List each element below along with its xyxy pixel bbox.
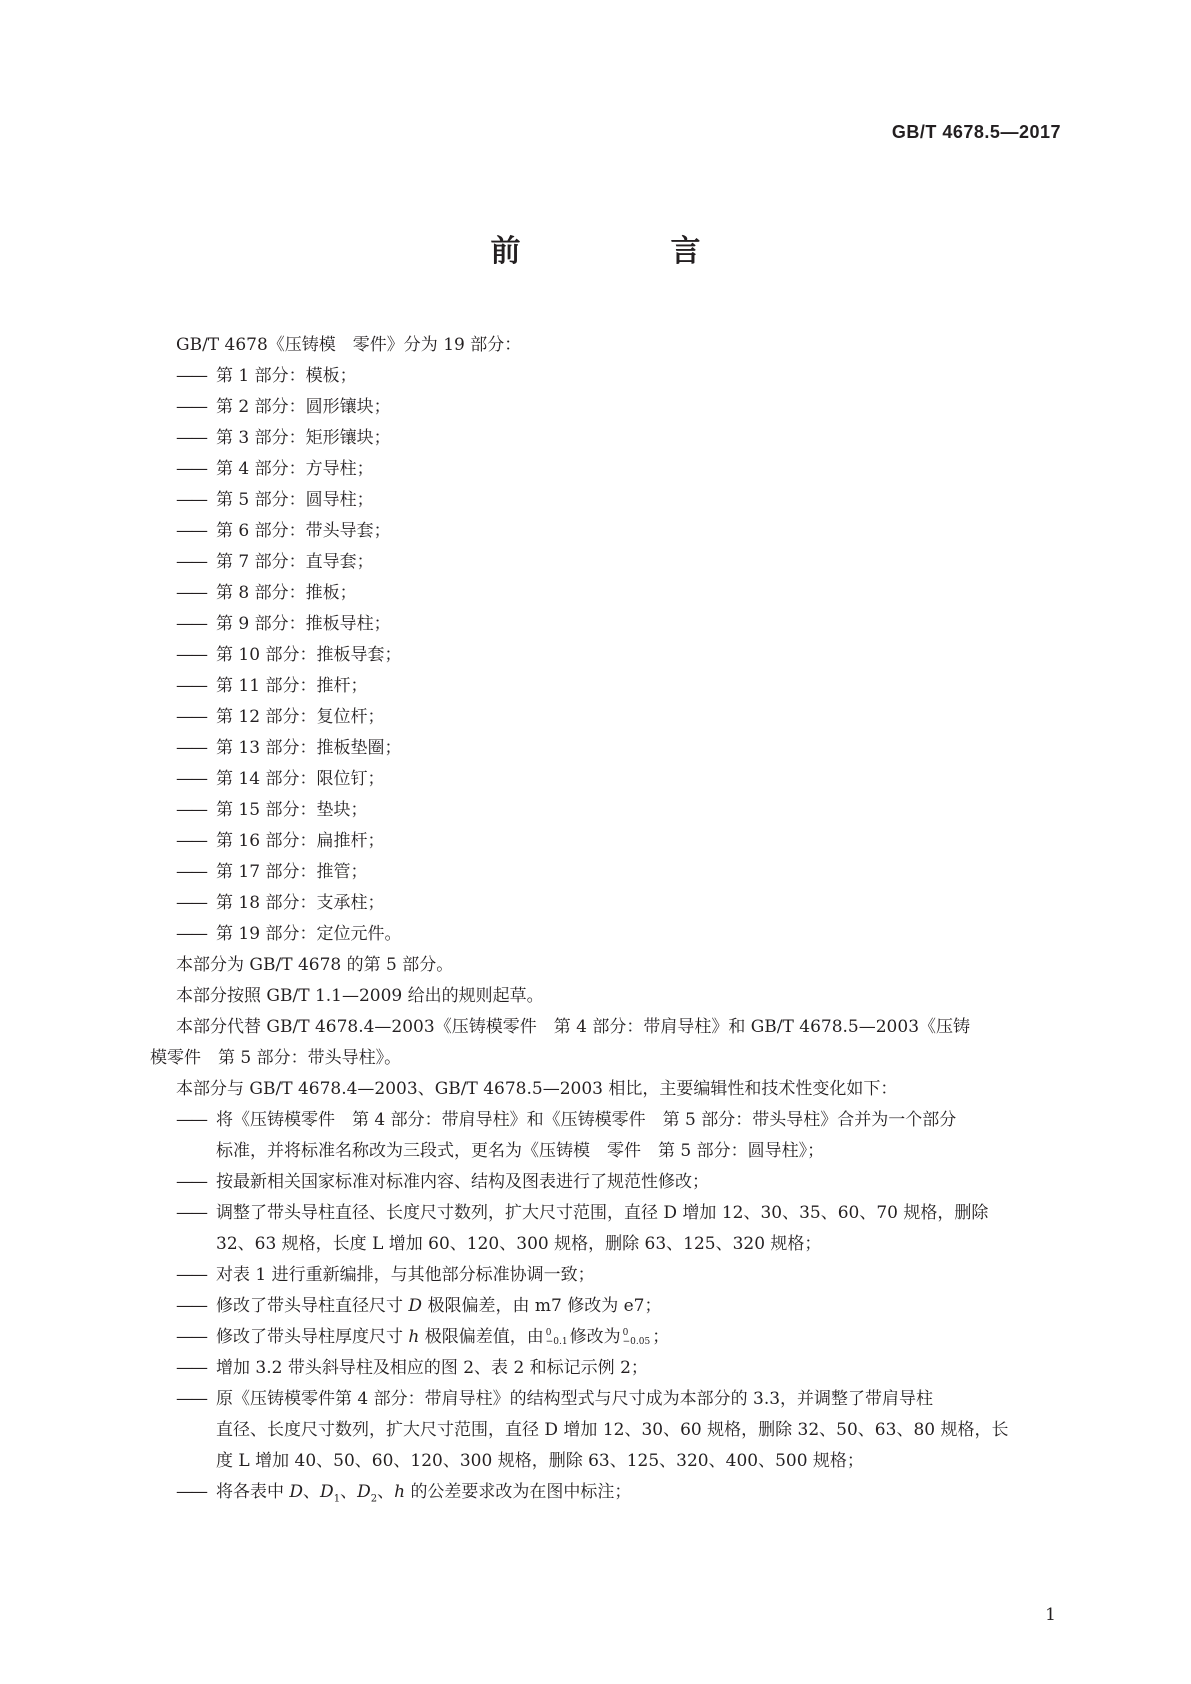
list-item: ——第 1 部分：模板； xyxy=(150,361,1062,392)
list-item: ——对表 1 进行重新编排，与其他部分标准协调一致； xyxy=(150,1260,1062,1291)
list-item: ——第 10 部分：推板导套； xyxy=(150,640,1062,671)
page-number: 1 xyxy=(1045,1605,1056,1625)
dash-mark xyxy=(176,1167,216,1198)
tolerance-new: 0 −0.05 xyxy=(622,1327,651,1347)
dash-mark xyxy=(176,454,216,485)
dash-mark xyxy=(176,578,216,609)
dash-mark xyxy=(176,392,216,423)
list-item-continuation: 标准，并将标准名称改为三段式，更名为《压铸模 零件 第 5 部分：圆导柱》； xyxy=(216,1141,825,1161)
dash-mark xyxy=(176,361,216,392)
list-item: ——第 12 部分：复位杆； xyxy=(150,702,1062,733)
dash-mark xyxy=(176,423,216,454)
dash-mark xyxy=(176,795,216,826)
list-item: ——原《压铸模零件第 4 部分：带肩导柱》的结构型式与尺寸成为本部分的 3.3，并调整了带肩导柱 xyxy=(150,1384,1062,1415)
intro-paragraph: GB/T 4678《压铸模 零件》分为 19 部分： xyxy=(176,335,522,355)
list-item: ——调整了带头导柱直径、长度尺寸数列，扩大尺寸范围，直径 D 增加 12、30、35、60、70 规格，删除 xyxy=(150,1198,1062,1229)
dash-mark xyxy=(176,547,216,578)
list-item: ——修改了带头导柱厚度尺寸 h 极限偏差值，由 0 −0.1 修改为 0 −0.05 ； xyxy=(150,1322,1062,1353)
standard-code: GB/T 4678.5—2017 xyxy=(891,122,1061,142)
variable-h: h xyxy=(408,1327,420,1347)
list-item: ——第 2 部分：圆形镶块； xyxy=(150,392,1062,423)
dash-mark xyxy=(176,671,216,702)
list-item: ——第 7 部分：直导套； xyxy=(150,547,1062,578)
variable-D: D xyxy=(408,1296,423,1316)
list-item-continuation: 32、63 规格，长度 L 增加 60、120、300 规格，删除 63、125、320 规格； xyxy=(216,1234,822,1254)
dash-mark xyxy=(176,764,216,795)
page-title: 前 言 xyxy=(490,234,761,269)
list-item: ——第 15 部分：垫块； xyxy=(150,795,1062,826)
dash-mark xyxy=(176,888,216,919)
list-item: ——第 11 部分：推杆； xyxy=(150,671,1062,702)
list-item: ——第 19 部分：定位元件。 xyxy=(150,919,1062,950)
list-item: ——第 16 部分：扁推杆； xyxy=(150,826,1062,857)
dash-mark xyxy=(176,1105,216,1136)
list-item: ——修改了带头导柱直径尺寸 D 极限偏差，由 m7 修改为 e7； xyxy=(150,1291,1062,1322)
dash-mark xyxy=(176,826,216,857)
list-item: ——第 8 部分：推板； xyxy=(150,578,1062,609)
dash-mark xyxy=(176,1384,216,1415)
list-item: ——第 5 部分：圆导柱； xyxy=(150,485,1062,516)
list-item-continuation: 直径、长度尺寸数列，扩大尺寸范围，直径 D 增加 12、30、60 规格，删除 32、50、63、80 规格，长 xyxy=(216,1420,1009,1440)
document-body xyxy=(150,330,1062,1508)
dash-mark xyxy=(176,485,216,516)
dash-mark xyxy=(176,857,216,888)
paragraph-replaces-line1: 本部分代替 GB/T 4678.4—2003《压铸模零件 第 4 部分：带肩导柱》和 GB/T 4678.5—2003《压铸 xyxy=(176,1017,971,1037)
list-item: ——第 17 部分：推管； xyxy=(150,857,1062,888)
dash-mark xyxy=(176,609,216,640)
dash-mark xyxy=(176,640,216,671)
list-item-continuation: 度 L 增加 40、50、60、120、300 规格，删除 63、125、320、400、500 规格； xyxy=(216,1451,864,1471)
dash-mark xyxy=(176,919,216,950)
list-item: ——第 13 部分：推板垫圈； xyxy=(150,733,1062,764)
list-item: ——增加 3.2 带头斜导柱及相应的图 2、表 2 和标记示例 2； xyxy=(150,1353,1062,1384)
dash-mark xyxy=(176,1198,216,1229)
paragraph-part-of: 本部分为 GB/T 4678 的第 5 部分。 xyxy=(176,955,454,975)
list-item: ——第 18 部分：支承柱； xyxy=(150,888,1062,919)
dash-mark xyxy=(176,702,216,733)
list-item: ——第 14 部分：限位钉； xyxy=(150,764,1062,795)
dash-mark xyxy=(176,1477,216,1508)
list-item: ——第 9 部分：推板导柱； xyxy=(150,609,1062,640)
list-item: ——第 6 部分：带头导套； xyxy=(150,516,1062,547)
paragraph-drafting: 本部分按照 GB/T 1.1—2009 给出的规则起草。 xyxy=(176,986,544,1006)
list-item: ——将《压铸模零件 第 4 部分：带肩导柱》和《压铸模零件 第 5 部分：带头导柱》合并为一个部分 xyxy=(150,1105,1062,1136)
dash-mark xyxy=(176,1291,216,1322)
list-item: ——第 3 部分：矩形镶块； xyxy=(150,423,1062,454)
parts-list xyxy=(150,361,1062,950)
list-item: ——将各表中 D、$D_1$、$D_2$、h 的公差要求改为在图中标注； xyxy=(150,1477,1062,1508)
list-item: ——第 4 部分：方导柱； xyxy=(150,454,1062,485)
list-item: ——按最新相关国家标准对标准内容、结构及图表进行了规范性修改； xyxy=(150,1167,1062,1198)
dash-mark xyxy=(176,733,216,764)
changes-list xyxy=(150,1105,1062,1508)
dash-mark xyxy=(176,1260,216,1291)
tolerance-old: 0 −0.1 xyxy=(545,1327,568,1347)
paragraph-compare: 本部分与 GB/T 4678.4—2003、GB/T 4678.5—2003 相比，主要编辑性和技术性变化如下： xyxy=(176,1079,898,1099)
dash-mark xyxy=(176,1322,216,1353)
dash-mark xyxy=(176,1353,216,1384)
dash-mark xyxy=(176,516,216,547)
paragraph-replaces-line2: 模零件 第 5 部分：带头导柱》。 xyxy=(150,1048,402,1068)
